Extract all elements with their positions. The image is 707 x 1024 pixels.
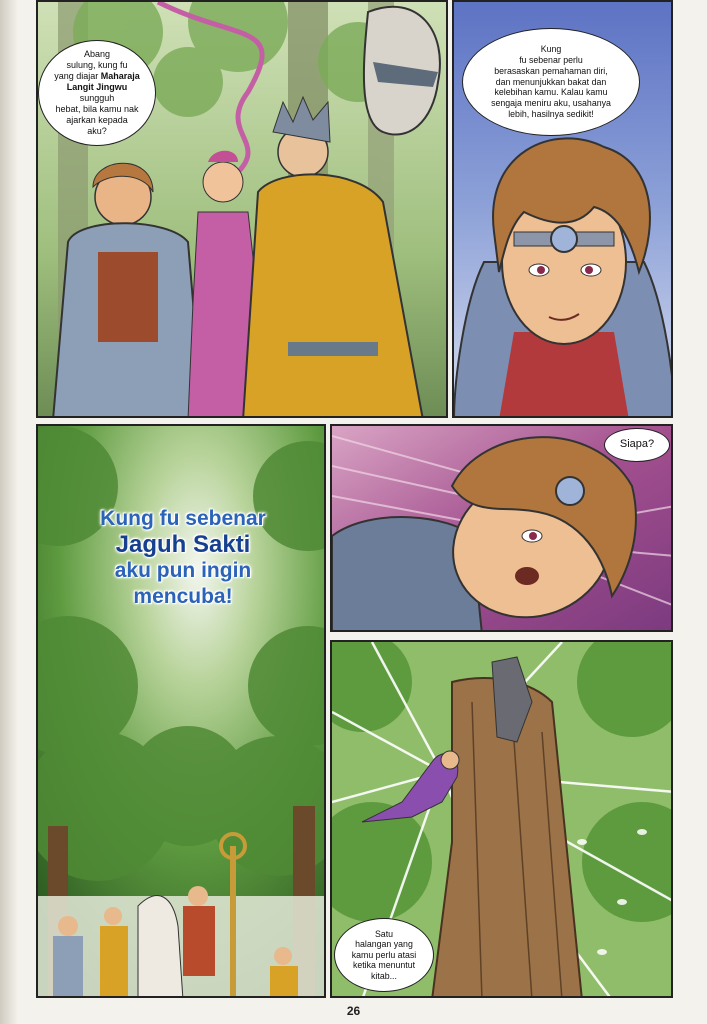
balloon-line: fu sebenar perlu [519, 55, 583, 65]
balloon-line: kelebihan kamu. Kalau kamu [494, 87, 608, 98]
balloon-line: ajarkan kepada [66, 115, 128, 125]
balloon-line: sungguh [79, 93, 115, 103]
balloon-line: aku? [87, 126, 107, 136]
panel-5 [330, 640, 673, 998]
panel-2 [452, 0, 673, 418]
balloon-line: lebih, hasilnya sedikit! [508, 108, 594, 119]
balloon-line: Abang [83, 49, 111, 59]
balloon-line: halangan yang [355, 939, 413, 950]
balloon-bold-name: Maharaja [100, 71, 140, 81]
panel-4 [330, 424, 673, 632]
page-gutter [0, 0, 18, 1024]
balloon-line: dan menunjukkan bakat dan [495, 76, 607, 87]
panel-1 [36, 0, 448, 418]
balloon-line: Satu [374, 928, 394, 939]
balloon-line: berasaskan pemahaman diri, [494, 65, 608, 76]
caption-narration [78, 506, 288, 610]
balloon-line: sengaja meniru aku, usahanya [491, 98, 611, 109]
caption-highlight: Jaguh Sakti [115, 531, 251, 558]
balloon-line: hebat, bila kamu nak [55, 104, 139, 114]
balloon-text: Siapa? [619, 438, 655, 451]
balloon-line: yang diajar [54, 71, 99, 81]
speech-balloon-kung-fu [462, 28, 640, 136]
balloon-line: sulung, kung fu [66, 60, 128, 70]
balloon-line: kamu perlu atasi [351, 949, 417, 960]
caption-line: Kung fu sebenar [100, 507, 266, 530]
page-number: 26 [346, 1004, 361, 1018]
balloon-line: kitab... [371, 970, 397, 981]
speech-balloon-siapa [604, 428, 670, 462]
caption-line: mencuba! [133, 585, 233, 608]
speech-balloon-halangan [334, 918, 434, 992]
panel-3 [36, 424, 326, 998]
speech-balloon-abang [38, 40, 156, 146]
balloon-line: ketika menuntut [352, 960, 416, 971]
balloon-line: Kung [540, 44, 562, 55]
caption-line: aku pun ingin [114, 559, 252, 582]
balloon-bold-name: Langit Jingwu [66, 82, 128, 92]
